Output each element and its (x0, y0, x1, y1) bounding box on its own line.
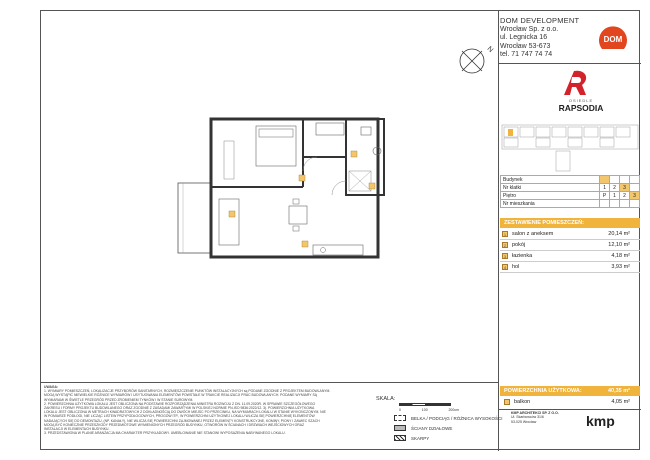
bed (256, 126, 296, 166)
total-area-bar: POWIERZCHNIA UŻYTKOWA: 40,35 m² (500, 386, 640, 396)
floor-row: Piętro P 1 2 3 (501, 192, 640, 200)
unit-label: Nr mieszkania (501, 200, 600, 208)
rapsodia-logo (546, 69, 616, 115)
architect-name: KMP ARCHITEKCI SP. Z O.O. (511, 411, 559, 415)
room-marker-2 (299, 175, 305, 181)
developer-line3: Wrocław 53-673 (500, 42, 551, 50)
estate-prefix: OSIEDLE (568, 98, 594, 103)
north-compass (454, 39, 494, 79)
legend-swatch (394, 435, 406, 441)
building-row (501, 176, 640, 184)
legend (394, 413, 503, 443)
note-line: 1. WYMIARY POMIESZCZEŃ, LOKALIZACJE PRZYBORÓW SANITARNYCH, ROZMIESZCZENIE PUNKTÓW INSTALACYJNYCH są PODANE ZGODNIE Z PROJEKTEM BUDOWLANYM. (44, 389, 331, 394)
notes-title: UWAGA: (44, 385, 59, 389)
legend-swatch (394, 415, 406, 421)
developer-phone: tel. 71 747 74 74 (500, 51, 553, 59)
estate-name: RAPSODIA (558, 103, 604, 113)
door-arc (332, 181, 346, 195)
architect-info (511, 411, 559, 424)
dining-table (289, 206, 307, 224)
notes-block (44, 385, 362, 435)
building-label: Budynek (501, 176, 600, 184)
list-item: 4 hol 3,93 m² (500, 262, 640, 273)
room-number: 4 (503, 265, 507, 270)
legend-swatch (394, 425, 406, 431)
legend-item: ŚCIANY DZIAŁOWE (394, 423, 503, 433)
room-name: łazienka (512, 253, 533, 259)
key-plan-highlight (508, 129, 513, 136)
developer-line1: Wrocław Sp. z o.o. (500, 25, 559, 33)
notes-divider (41, 382, 498, 383)
room-number: 1 (503, 232, 507, 237)
sofa (219, 199, 239, 245)
unit-info-table (500, 175, 640, 208)
note-line: NADAJĄCYCH SIĘ DO DEMONTAŻU, (NP. KANAŁY), NIE WLICZA SIĘ POWIERZCHNI ZAJMOWANEJ PRZEZ ELEMENTY KONSTRUKCYJNE, KOMINY, PIONY I ZAWIEC SZACH (44, 418, 320, 423)
floor-plan-sheet (40, 10, 640, 450)
unit-row (501, 200, 640, 208)
balcony-marker (504, 399, 510, 405)
developer-name: DOM DEVELOPMENT (500, 16, 580, 25)
scale-ticks: 0 100 200cm (399, 408, 459, 412)
apartment-floor-plan (41, 11, 498, 382)
scale-bar (399, 403, 451, 406)
list-item: 2 pokój 12,10 m² (500, 240, 640, 251)
scale-label: SKALA: (376, 396, 396, 402)
note-line: MOGĄ WYSTĄPIĆ NIEWIELKIE RÓŻNICE WYMIARÓW I USYTUOWANIA ELEMENTÓW POWSTAŁE W TRAKCIE REALIZACJI PRAC BUDOWLANYCH. PODANE WYMIARY SĄ (44, 393, 317, 398)
stair-row: Nr klatki 1 2 3 (501, 184, 640, 192)
compass-north-label: N (485, 45, 494, 54)
header-divider (498, 63, 641, 64)
room-area: 20,14 (608, 231, 623, 237)
developer-info (500, 17, 579, 60)
dom-logo-text: DOM (603, 35, 623, 44)
room-name: hol (512, 264, 520, 270)
legend-item: BELKA / PODCIĄG / RÓŻNICA WYSOKOŚCI (394, 413, 503, 423)
room-marker-3 (351, 151, 357, 157)
balcony-row: balkon 4,05 m² (500, 397, 640, 407)
wardrobe (224, 141, 234, 179)
washbasin (361, 127, 371, 135)
room-area: 12,10 (608, 242, 623, 248)
note-line: WYMIARAMI W ŚWIETLE PRZEGRÓD PRZED ZROBIENIEM TYNKÓW I W STANIE SUROWYM. (44, 397, 194, 402)
note-line: 2. POWIERZCHNIA UŻYTKOWA LOKALU JEST OBLICZONA NA PODSTAWIE ROZPORZĄDZENIA MINISTRA ROZWOJU Z DN. 11.09.2020R. W SPRAWIE SZCZEGÓŁOWEGO (44, 401, 316, 406)
room-number: 3 (503, 254, 507, 259)
note-line: 3. PRZEDSTAWIONA W PLANIE ARANŻACJA MA CHARAKTER PRZYKŁADOWY. UMEBLOWANIE NIE STANOWI WYPOSAŻENIA NABYWANEGO LOKALU. (44, 431, 286, 436)
architect-line1: Ul. Skarbowców 31/6 (511, 415, 544, 420)
total-area-value: 40,35 (607, 388, 622, 394)
rooms-list (500, 229, 640, 273)
developer-line2: ul. Legnicka 16 (500, 34, 548, 42)
stair-label: Nr klatki (501, 184, 600, 192)
room-marker-4 (369, 183, 375, 189)
room-area: 4,18 (611, 253, 623, 259)
room-name: pokój (512, 242, 526, 248)
note-line: W POMIARZE PODŁOGI, NIE LICZĄC LISTEW PRZYPODŁOGOWYCH, PROGÓW ITP., W POWIERZCHNI UŻYTKOWEJ LOKALU WLICZA SIĘ POWIERZCHNIĘ ELEMENTÓW (44, 414, 315, 419)
vertical-divider (498, 11, 499, 451)
door-arc (303, 157, 317, 171)
note-line: ZAKRESU I FORMY PROJEKTU BUDOWLANEGO ORAZ ZGODNIE Z ZASADAMI ZAWARTYMI W POLSKIEJ NORMIE PN-ISO 9836:2022/12. 3). POWIERZCHNIA UŻYTKOWA (44, 406, 315, 411)
rooms-header: ZESTAWIENIE POMIESZCZEŃ: (500, 218, 640, 228)
room-number: 2 (503, 243, 507, 248)
room-name: salon z aneksem (512, 231, 554, 237)
architect-line2: 53-025 Wrocław (511, 419, 537, 424)
svg-text:kmp: kmp (586, 414, 615, 428)
list-item: 3 łazienka 4,18 m² (500, 251, 640, 262)
balcony-area: 4,05 (611, 399, 623, 405)
building-key-plan (500, 121, 640, 173)
balcony-name: balkon (514, 399, 531, 405)
total-area-label: POWIERZCHNIA UŻYTKOWA: (504, 388, 582, 394)
floor-label: Piętro (501, 192, 600, 200)
architect-divider (498, 409, 641, 410)
list-item: 1 salon z aneksem 20,14 m² (500, 229, 640, 240)
bathtub (316, 123, 344, 135)
dom-logo (594, 23, 632, 51)
kmp-logo (586, 414, 620, 428)
legend-item: SKARPY (394, 433, 503, 443)
note-line: LOKALU JEST OBLICZONA W METRACH KWADRATOWYCH Z DOKŁADNOŚCIĄ DO DWÓCH MIEJSC PO PRZECINKU, NA WYMIARACH LOKALU W STANIE WYKOŃCZONYM. NIE (44, 410, 326, 415)
note-line: INSTALACJI W ELEMENTACH BUDYNKU. (44, 427, 110, 432)
note-line: MOGĄ BYĆ KONIECZNIE PRZESZKODY PRZEDMIOTOWE WYMIENIONYCH PRZEGRÓD BUDYNKU, OTWORÓW W ŚCIANACH I DRZWIACH WEJŚCIOWYCH ORAZ (44, 422, 305, 427)
room-area: 3,93 (611, 264, 623, 270)
room-marker-1 (302, 241, 308, 247)
